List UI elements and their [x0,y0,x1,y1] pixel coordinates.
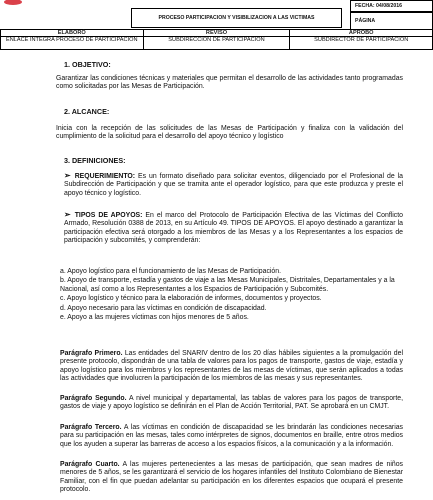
approval-header-elaboro: ELABORÓ [1,30,144,37]
logo [2,0,24,6]
process-title: PROCESO PARTICIPACION Y VISIBILIZACION A LAS VICTIMAS [131,8,342,28]
section-alcance-title: 2. ALCANCE: [64,107,110,116]
approval-value-reviso: SUBDIRECCION DE PARTICIPACION [143,37,290,50]
requerimiento-text: Es un formato diseñado para solicitar eventos, diligenciado por el Profesional de la Subdirección de Participación y que se tramita ante el operador logístico, para que este produzca y preste el apoyo técnico y logístico. [64,173,403,197]
section-alcance-text: Inicia con la recepción de las solicitudes de las Mesas de Participación y finaliza con la validación del cumplimiento de la solicitud para el desarrollo del apoyo técnico y logístico [56,125,403,141]
list-item: d. Apoyo necesario para las víctimas en condición de discapacidad. [60,304,267,312]
paragrafo-cuarto-label: Parágrafo Cuarto. [60,461,120,468]
list-item: a. Apoyo logístico para el funcionamiento de las Mesas de Participación. [60,268,282,275]
tipos-apoyos-label: TIPOS DE APOYOS: [74,212,143,219]
date-field: FECHA: 04/08/2016 [350,0,433,12]
requerimiento-label: REQUERIMIENTO: [74,173,136,180]
paragrafo-tercero-label: Parágrafo Tercero. [60,424,122,431]
paragrafo-primero [60,350,403,383]
list-item: b. Apoyo de transporte, estadía y gastos de viaje a las Mesas Municipales, Distritales, Departamentales y a la Nacional, así como a los Representantes a los Espacios de Participación y Subcomités. [60,277,395,293]
definition-requerimiento [64,172,403,198]
section-objetivo-title: 1. OBJETIVO: [64,60,111,69]
list-item: c. Apoyo logístico y técnico para la elaboración de informes, documentos y proyectos. [60,295,322,303]
approval-header-aprobo: APROBÓ [290,30,433,37]
approval-table [0,29,433,50]
arrow-bullet-icon: ➢ [64,210,71,219]
list-item: e. Apoyo a las mujeres víctimas con hijos menores de 5 años. [60,314,249,322]
paragrafo-cuarto [60,461,403,494]
paragrafo-segundo-label: Parágrafo Segundo. [60,395,127,402]
paragrafo-segundo [60,395,403,412]
page-field: PÁGINA [350,12,433,30]
paragrafo-tercero [60,424,403,449]
arrow-bullet-icon: ➢ [64,171,71,180]
paragrafo-segundo-text: A nivel municipal y departamental, las tablas de valores para los pagos de transporte, gastos de viaje y apoyo logístico se definirán en el Plan de Acción Territorial, PAT. Se aprobará en un CMJT. [60,395,403,411]
section-objetivo-text: Garantizar las condiciones técnicas y materiales que permitan el desarrollo de las actividades tanto programadas como solicitadas por las Mesas de Participación. [56,75,403,91]
approval-value-aprobo: SUBDIRECTOR DE PARTICIPACION [290,37,433,50]
paragrafo-primero-text: Las entidades del SNARIV dentro de los 20 días hábiles siguientes a la promulgación del presente protocolo, dispondrán de una tabla de valores para los pagos de transporte, gastos de viaje, estadía y apoyo logístico para los miembros y los representantes de las mesas de víctimas, que serán aplicados a todas las actividades que involucren la participación de los miembros de las mesas y sus representantes. [60,350,403,382]
definition-tipos-apoyos [64,211,403,245]
section-definiciones-title: 3. DEFINICIONES: [64,156,126,165]
apoyos-list [60,268,403,324]
paragrafo-cuarto-text: A las mujeres pertenecientes a las mesas de participación, que sean madres de niños menores de 5 años, se les garantizará el servicio de los hogares infantiles del Instituto Colombiano de Bienestar Familiar, con el fin que puedan adelantar su participación en los diferentes espacios que ocupará el presente protocolo. [60,461,403,493]
approval-value-elaboro: ENLACE INTEGRA PROCESO DE PARTICIPACION [1,37,144,50]
tipos-apoyos-text: En el marco del Protocolo de Participación Efectiva de las Víctimas del Conflicto Armado, Resolución 0388 de 2013, en su Artículo 49. TIPOS DE APOYOS. El apoyo destinado a garantizar la participación efectiva será otorgado a los miembros de las Mesas y a los Representantes a los espacios de participación y subcomités, y comprenderán: [64,212,403,244]
paragrafo-primero-label: Parágrafo Primero. [60,350,123,357]
approval-header-reviso: REVISÓ [143,30,290,37]
paragrafo-tercero-text: A las víctimas en condición de discapacidad se les brindarán las condiciones necesarias para su participación en las mesas, tales como intérpretes de signos, documentos en braille, entre otros medios que los ayuden a superar las barreras de acceso a los espacios físicos, a la comunicación y a la información. [60,424,404,448]
